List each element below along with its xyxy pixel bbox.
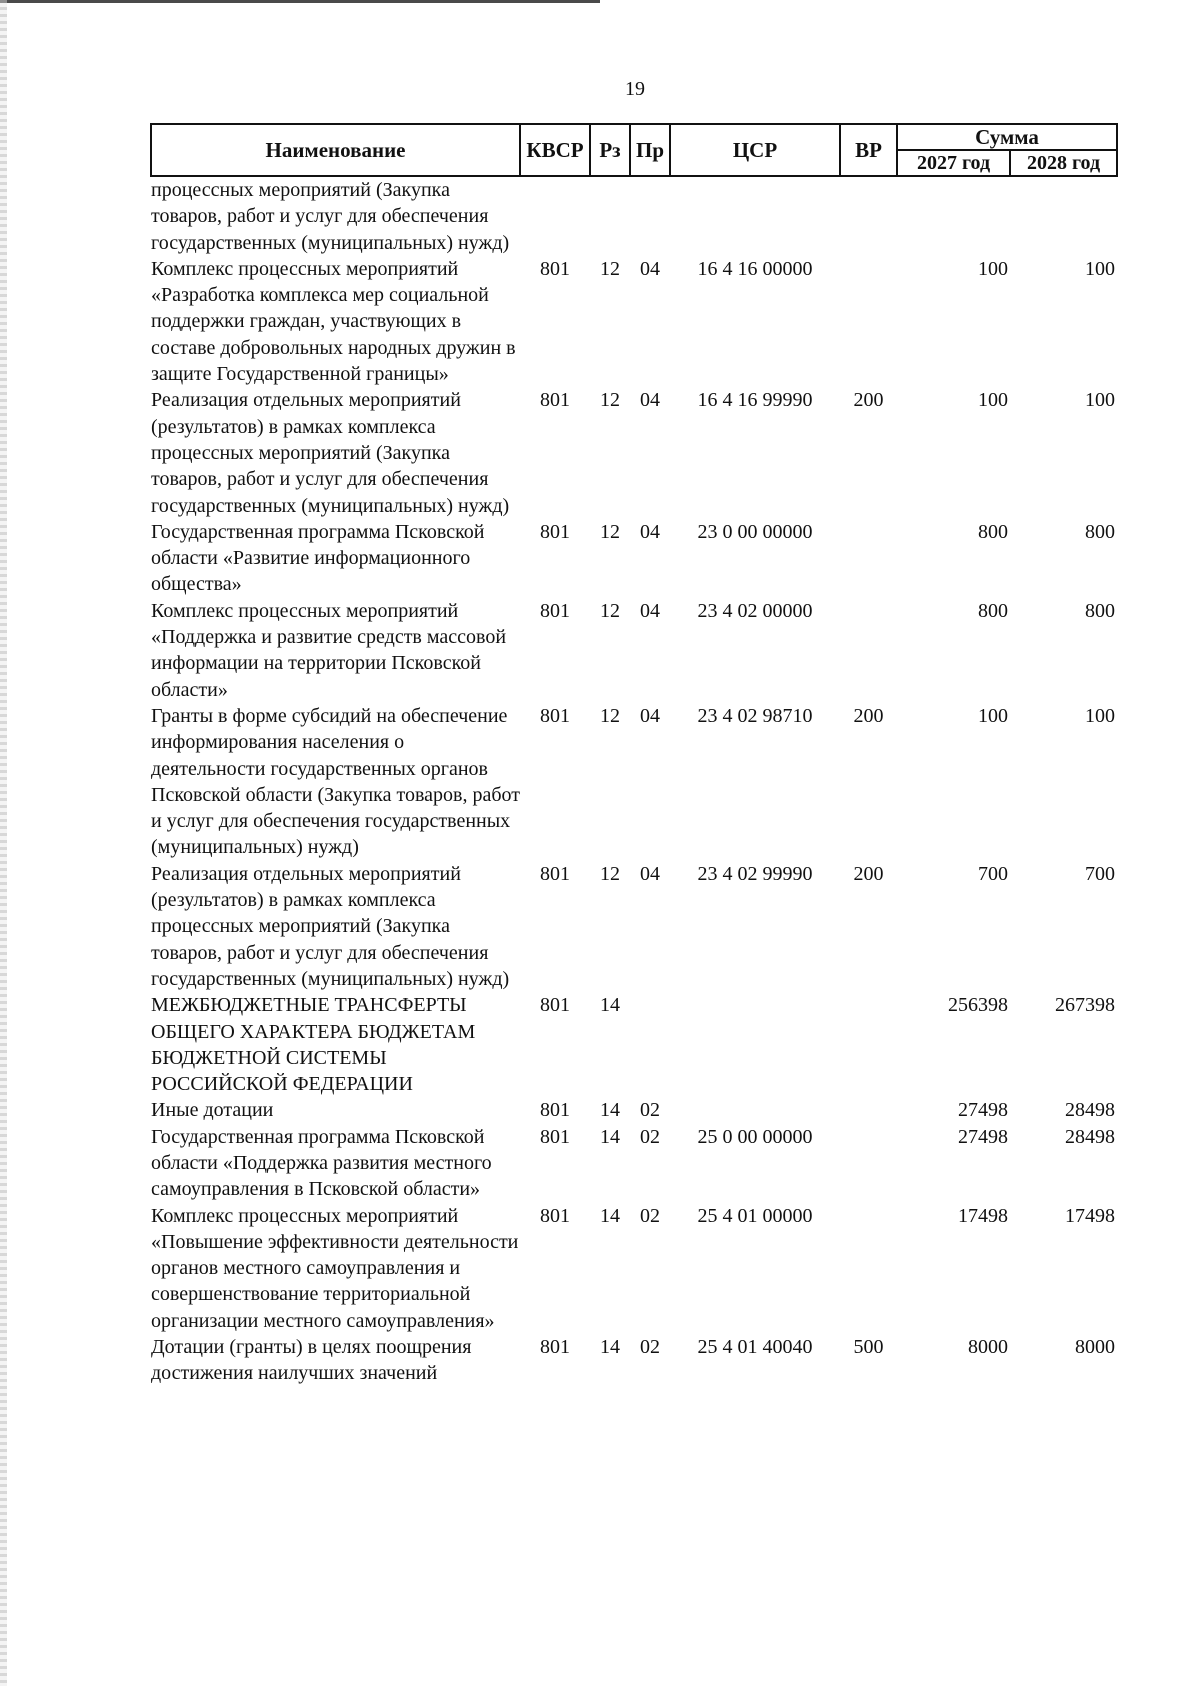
header-sum: Сумма [897,124,1117,150]
cell-rz: 12 [600,862,620,885]
cell-name: Государственная программа Псковской области «Поддержка развития местного самоуправления в Псковской области» [151,1125,492,1201]
header-csr: ЦСР [670,124,840,176]
cell-csr: 23 4 02 99990 [697,862,813,885]
cell-pr: 04 [640,257,660,280]
cell-kvsr [520,176,590,256]
cell-sum-2028: 17498 [1065,1204,1115,1227]
cell-kvsr: 801 [540,1125,570,1148]
cell-kvsr: 801 [540,257,570,280]
cell-rz: 14 [600,1204,620,1227]
cell-sum-2028: 267398 [1055,994,1115,1017]
cell-sum-2028: 800 [1085,520,1115,543]
cell-sum-2027: 17498 [958,1204,1008,1227]
table-row [151,1334,1117,1387]
cell-csr [670,992,840,1097]
cell-csr [670,1097,840,1123]
cell-name: Иные дотации [151,1099,274,1122]
cell-vr [840,1097,897,1123]
cell-sum-2028: 100 [1085,257,1115,280]
cell-name: Реализация отдельных мероприятий (результатов) в рамках комплекса процессных мероприятий (Закупка товаров, работ и услуг для обеспечения государственных (муниципальных) нужд) [151,862,510,990]
cell-rz: 12 [600,389,620,412]
cell-sum-2027: 27498 [958,1099,1008,1122]
cell-csr: 16 4 16 99990 [697,389,813,412]
cell-kvsr: 801 [540,599,570,622]
cell-pr: 02 [640,1099,660,1122]
cell-kvsr: 801 [540,389,570,412]
cell-sum-2027: 8000 [968,1336,1008,1359]
cell-sum-2027: 100 [978,704,1008,727]
cell-sum-2027: 27498 [958,1125,1008,1148]
table-row [151,703,1117,861]
cell-name: Комплекс процессных мероприятий «Поддержка и развитие средств массовой информации на территории Псковской области» [151,599,507,701]
budget-table [150,123,1118,1387]
table-row [151,1124,1117,1203]
cell-kvsr: 801 [540,520,570,543]
cell-csr: 25 4 01 40040 [697,1336,813,1359]
header-rz: Рз [590,124,630,176]
header-pr: Пр [630,124,670,176]
cell-kvsr: 801 [540,1336,570,1359]
cell-pr: 04 [640,389,660,412]
cell-pr [630,176,670,256]
cell-rz: 12 [600,257,620,280]
cell-name: Реализация отдельных мероприятий (результатов) в рамках комплекса процессных мероприятий (Закупка товаров, работ и услуг для обеспечения государственных (муниципальных) нужд) [151,389,510,517]
cell-kvsr: 801 [540,704,570,727]
scan-edge-left [0,0,7,1686]
cell-rz: 14 [600,1336,620,1359]
cell-vr [840,1203,897,1334]
table-row [151,1097,1117,1123]
cell-pr: 04 [640,599,660,622]
table-row [151,256,1117,387]
cell-name: Комплекс процессных мероприятий «Разработка комплекса мер социальной поддержки граждан, участвующих в составе добровольных народных дружин в защите Государственной границы» [151,257,516,386]
cell-name: Гранты в форме субсидий на обеспечение информирования населения о деятельности государственных органов Псковской области (Закупка товаров, работ и услуг для обеспечения государственных (муниципальных) нужд) [151,704,520,859]
cell-sum-2027: 100 [978,389,1008,412]
cell-sum-2028: 100 [1085,704,1115,727]
header-kvsr: КВСР [520,124,590,176]
cell-pr [630,992,670,1097]
table-row [151,176,1117,256]
cell-csr: 23 4 02 98710 [697,704,813,727]
header-vr: ВР [840,124,897,176]
cell-sum-2028 [1010,176,1117,256]
cell-pr: 04 [640,704,660,727]
cell-pr: 02 [640,1204,660,1227]
cell-name: Комплекс процессных мероприятий «Повышение эффективности деятельности органов местного самоуправления и совершенствование территориальной организации местного самоуправления» [151,1204,519,1332]
header-name: Наименование [151,124,520,176]
cell-name: Дотации (гранты) в целях поощрения достижения наилучших значений [151,1336,472,1385]
cell-sum-2028: 28498 [1065,1099,1115,1122]
cell-rz: 14 [600,1099,620,1122]
table-header [151,124,1117,176]
cell-vr [840,176,897,256]
cell-csr: 16 4 16 00000 [697,257,813,280]
cell-csr: 23 4 02 00000 [697,599,813,622]
page-number: 19 [625,78,645,100]
cell-pr: 04 [640,862,660,885]
cell-vr: 200 [853,704,884,727]
table-row [151,598,1117,703]
cell-sum-2028: 100 [1085,389,1115,412]
cell-sum-2027: 800 [978,599,1008,622]
cell-sum-2028: 800 [1085,599,1115,622]
table-row [151,519,1117,598]
table-row [151,861,1117,992]
cell-pr: 02 [640,1125,660,1148]
cell-sum-2027: 100 [978,257,1008,280]
cell-sum-2028: 8000 [1075,1336,1115,1359]
cell-csr: 25 4 01 00000 [697,1204,813,1227]
cell-kvsr: 801 [540,1204,570,1227]
table-row [151,387,1117,518]
table-body [151,176,1117,1387]
cell-csr: 25 0 00 00000 [697,1125,813,1148]
cell-csr: 23 0 00 00000 [697,520,813,543]
header-year-2028: 2028 год [1010,150,1117,176]
cell-rz [590,176,630,256]
cell-rz: 12 [600,599,620,622]
cell-kvsr: 801 [540,1099,570,1122]
cell-rz: 14 [600,994,620,1017]
cell-kvsr: 801 [540,862,570,885]
table-row [151,992,1117,1097]
cell-pr: 02 [640,1336,660,1359]
cell-vr [840,992,897,1097]
cell-name: Государственная программа Псковской области «Развитие информационного общества» [151,520,485,596]
cell-vr: 500 [853,1336,884,1359]
header-year-2027: 2027 год [897,150,1010,176]
cell-vr [840,1124,897,1203]
cell-pr: 04 [640,520,660,543]
cell-sum-2027: 800 [978,520,1008,543]
cell-csr [670,176,840,256]
cell-rz: 12 [600,520,620,543]
cell-sum-2027 [897,176,1010,256]
cell-vr: 200 [853,862,884,885]
cell-sum-2027: 700 [978,862,1008,885]
cell-vr [840,598,897,703]
cell-name: МЕЖБЮДЖЕТНЫЕ ТРАНСФЕРТЫ ОБЩЕГО ХАРАКТЕРА БЮДЖЕТАМ БЮДЖЕТНОЙ СИСТЕМЫ РОССИЙСКОЙ ФЕДЕРАЦИИ [151,994,476,1096]
cell-sum-2028: 700 [1085,862,1115,885]
cell-rz: 14 [600,1125,620,1148]
cell-kvsr: 801 [540,994,570,1017]
cell-vr: 200 [853,389,884,412]
cell-name: процессных мероприятий (Закупка товаров, работ и услуг для обеспечения государственных (муниципальных) нужд) [151,179,510,254]
cell-vr [840,256,897,387]
cell-sum-2028: 28498 [1065,1125,1115,1148]
table-row [151,1203,1117,1334]
cell-vr [840,519,897,598]
cell-rz: 12 [600,704,620,727]
cell-sum-2027: 256398 [948,994,1008,1017]
scan-edge-top [0,0,600,3]
